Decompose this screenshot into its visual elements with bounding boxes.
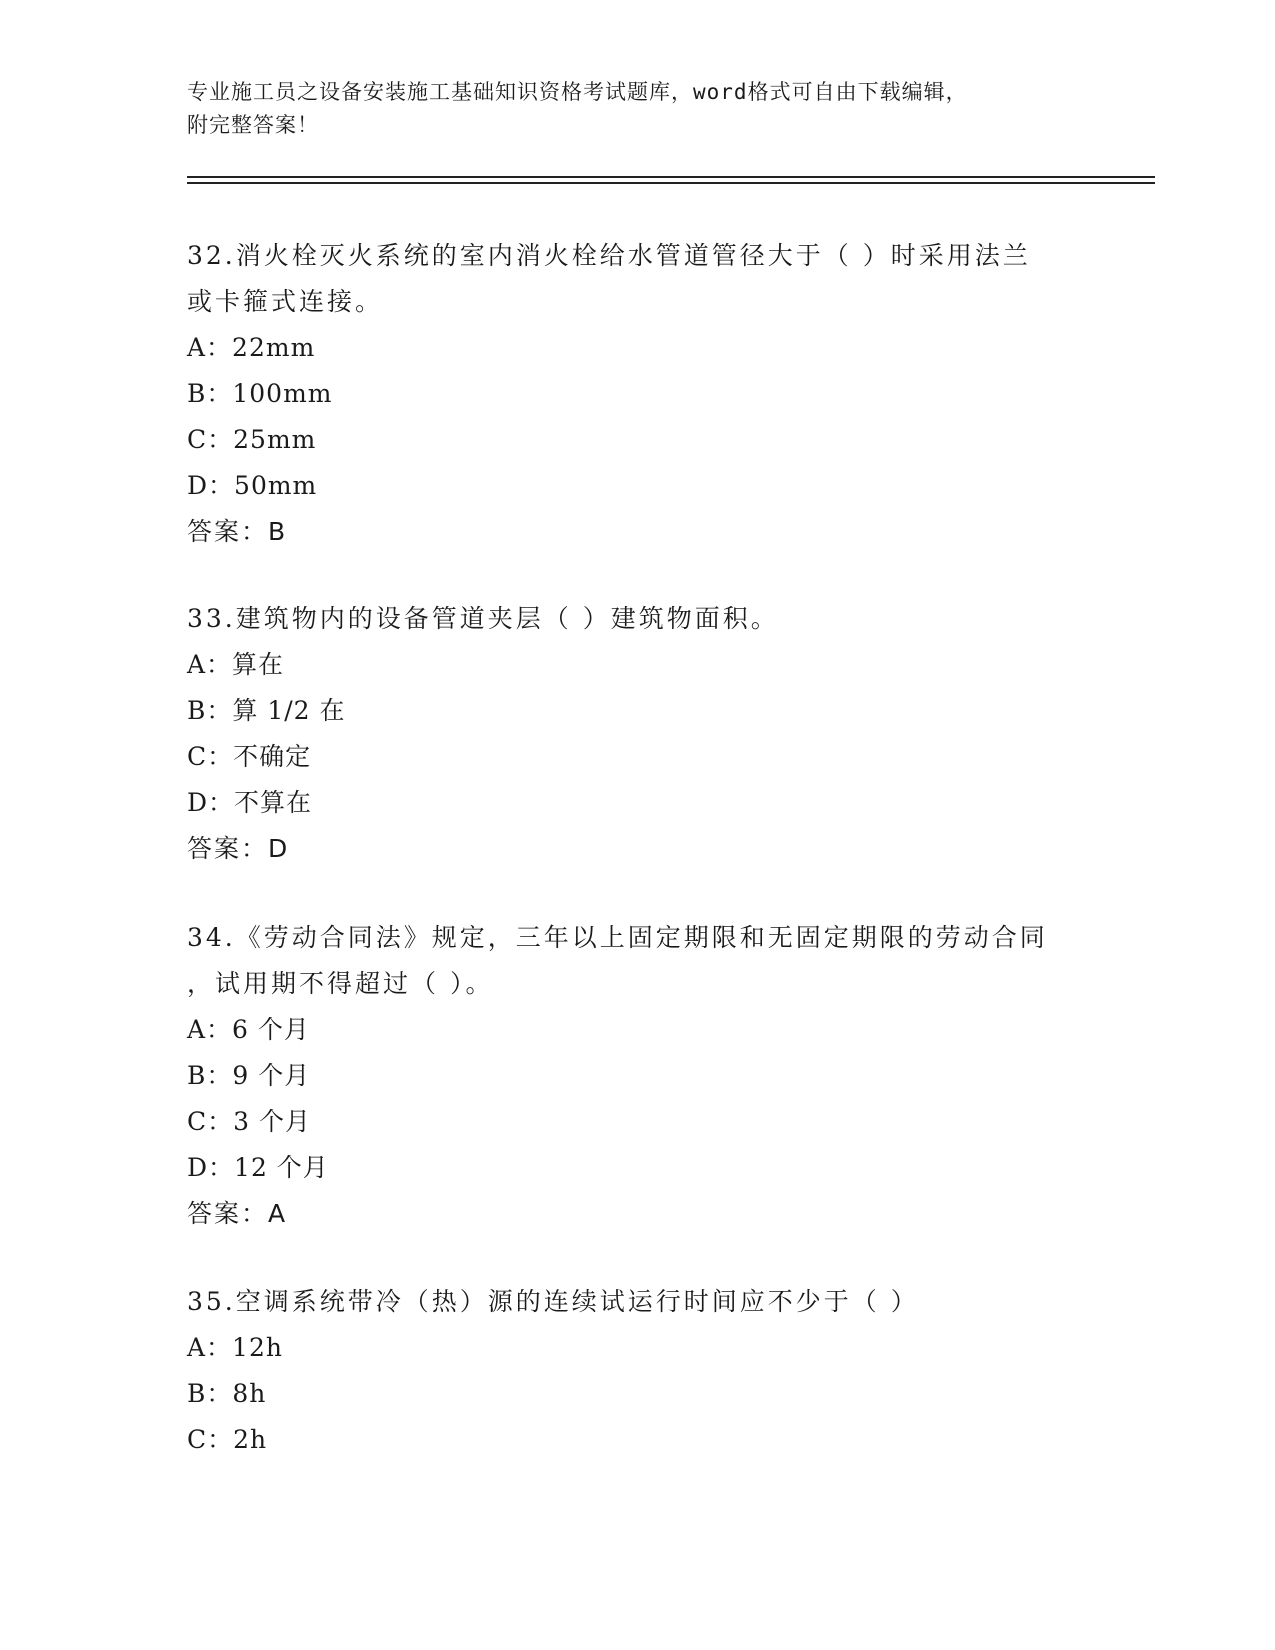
- option-c: C：2h: [187, 1425, 268, 1454]
- option-c: C：3 个月: [187, 1107, 311, 1136]
- option-d: D：50mm: [187, 471, 318, 500]
- answer: 答案：A: [187, 1199, 288, 1228]
- header-line-2: 附完整答案！: [187, 113, 319, 137]
- option-a: A：22mm: [187, 333, 316, 362]
- header-line-1: 专业施工员之设备安装施工基础知识资格考试题库，word格式可自由下载编辑，: [187, 80, 968, 104]
- answer: 答案：D: [187, 834, 290, 863]
- question-text: 33.建筑物内的设备管道夹层（ ）建筑物面积。: [187, 604, 779, 633]
- header-divider-top: [187, 176, 1155, 178]
- question-32: [187, 233, 1087, 555]
- question-text: 35.空调系统带冷（热）源的连续试运行时间应不少于（ ）: [187, 1287, 919, 1316]
- option-c: C：25mm: [187, 425, 317, 454]
- question-34: [187, 915, 1087, 1237]
- option-d: D：不算在: [187, 788, 313, 817]
- option-b: B：9 个月: [187, 1061, 311, 1090]
- option-d: D：12 个月: [187, 1153, 329, 1182]
- question-text: 或卡箍式连接。: [187, 287, 384, 316]
- question-text: 34.《劳动合同法》规定，三年以上固定期限和无固定期限的劳动合同: [187, 923, 1048, 952]
- option-c: C：不确定: [187, 742, 312, 771]
- question-text: ，试用期不得超过（ ）。: [187, 969, 494, 998]
- option-a: A：6 个月: [187, 1015, 310, 1044]
- question-33: [187, 596, 1087, 872]
- option-b: B：100mm: [187, 379, 333, 408]
- option-a: A：算在: [187, 650, 285, 679]
- header-divider-bottom: [187, 182, 1155, 184]
- document-header: [187, 76, 1087, 142]
- option-b: B：算 1/2 在: [187, 696, 346, 725]
- question-text: 32.消火栓灭火系统的室内消火栓给水管道管径大于（ ）时采用法兰: [187, 241, 1031, 270]
- option-a: A：12h: [187, 1333, 283, 1362]
- answer: 答案：B: [187, 517, 288, 546]
- option-b: B：8h: [187, 1379, 267, 1408]
- question-35: [187, 1279, 1087, 1463]
